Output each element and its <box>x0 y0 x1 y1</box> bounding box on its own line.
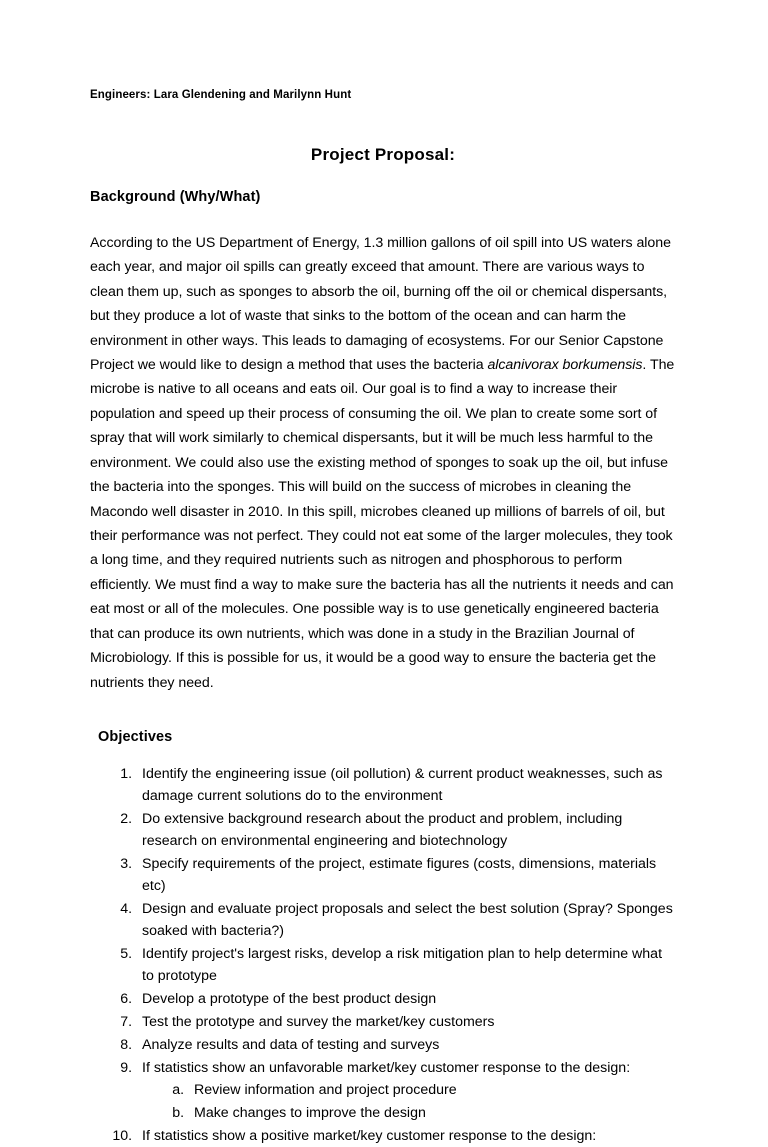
objective-text: Do extensive background research about the product and problem, including research on environmental engineering and biotechnology <box>142 810 623 849</box>
page-title: Project Proposal: <box>310 144 456 164</box>
list-item <box>136 1057 676 1124</box>
objective-text: If statistics show an unfavorable market/key customer response to the design: <box>142 1059 631 1076</box>
list-item <box>136 1011 676 1033</box>
list-item <box>136 943 676 987</box>
background-heading: Background (Why/What) <box>90 188 261 205</box>
sub-objectives-list <box>142 1079 676 1124</box>
objectives-list <box>90 763 676 1147</box>
objective-text: If statistics show a positive market/key customer response to the design: <box>142 1127 597 1144</box>
list-item <box>188 1102 676 1124</box>
objective-text: Test the prototype and survey the market/key customers <box>142 1013 495 1030</box>
objective-text: Analyze results and data of testing and surveys <box>142 1036 440 1053</box>
list-item <box>136 853 676 897</box>
list-item <box>136 1034 676 1056</box>
list-item <box>136 898 676 942</box>
list-item <box>136 763 676 807</box>
list-item <box>136 1125 676 1147</box>
list-item <box>188 1079 676 1101</box>
list-item <box>136 988 676 1010</box>
objective-text: Identify project's largest risks, develop a risk mitigation plan to help determine what to prototype <box>142 945 663 984</box>
background-text-part1: According to the US Department of Energy, 1.3 million gallons of oil spill into US waters alone each year, and major oil spills can greatly exceed that amount. There are various ways to clean them up, such as sponges to absorb the oil, burning off the oil or chemical dispersants, but they produce a lot of waste that sinks to the bottom of the ocean and can harm the environment in other ways. This leads to damaging of ecosystems. For our Senior Capstone Project we would like to design a method that uses the bacteria <box>90 234 671 374</box>
background-paragraph <box>90 231 676 695</box>
engineers-header: Engineers: Lara Glendening and Marilynn Hunt <box>90 89 352 101</box>
objective-text: Identify the engineering issue (oil pollution) & current product weaknesses, such as damage current solutions do to the environment <box>142 765 663 804</box>
bacteria-species-name: alcanivorax borkumensis <box>487 357 643 374</box>
objective-text: Develop a prototype of the best product design <box>142 990 437 1007</box>
background-text-part2: . The microbe is native to all oceans and eats oil. Our goal is to find a way to increase their population and speed up their process of consuming the oil. We plan to create some sort of spray that will work similarly to chemical dispersants, but it will be much less harmful to the environment. We could also use the existing method of sponges to soak up the oil, but infuse the bacteria into the sponges. This will build on the success of microbes in cleaning the Macondo well disaster in 2010. In this spill, microbes cleaned up millions of barrels of oil, but their performance was not perfect. They could not eat some of the larger molecules, they took a long time, and they required nutrients such as nitrogen and phosphorous to perform efficiently. We must find a way to make sure the bacteria has all the nutrients it needs and can eat most or all of the molecules. One possible way is to use genetically engineered bacteria that can produce its own nutrients, which was done in a study in the Brazilian Journal of Microbiology. If this is possible for us, it would be a good way to ensure the bacteria get the nutrients they need. <box>90 357 675 691</box>
sub-objective-text: Review information and project procedure <box>194 1081 457 1098</box>
objectives-heading: Objectives <box>98 728 173 745</box>
list-item <box>136 808 676 852</box>
objective-text: Specify requirements of the project, estimate figures (costs, dimensions, materials etc) <box>142 855 657 894</box>
sub-objective-text: Make changes to improve the design <box>194 1104 426 1121</box>
objective-text: Design and evaluate project proposals and select the best solution (Spray? Sponges soaked with bacteria?) <box>142 900 673 939</box>
